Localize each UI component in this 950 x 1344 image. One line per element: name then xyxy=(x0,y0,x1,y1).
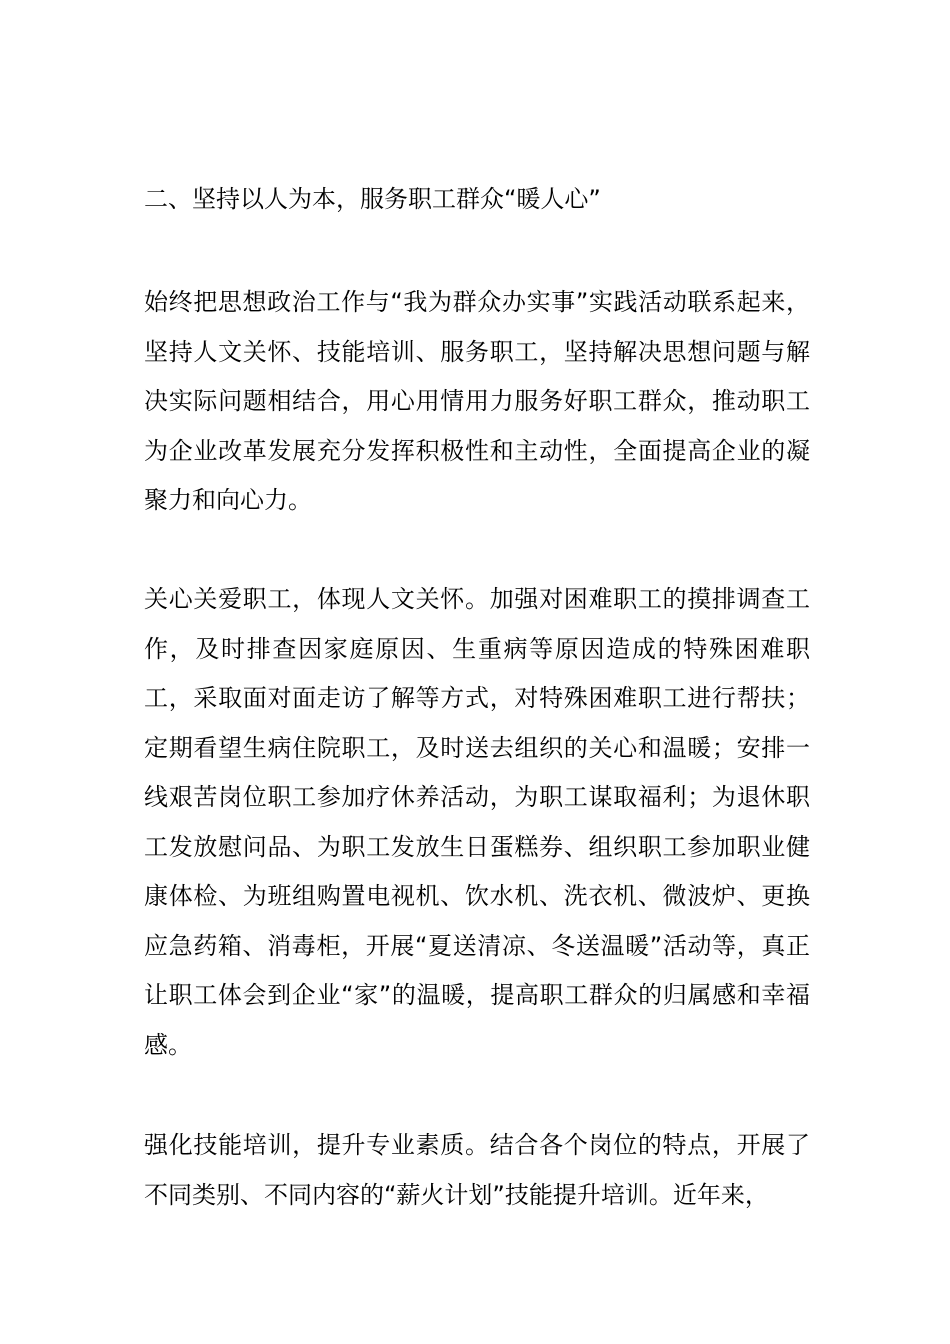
paragraph-intro: 始终把思想政治工作与“我为群众办实事”实践活动联系起来，坚持人文关怀、技能培训、服务职工，坚持解决思想问题与解决实际问题相结合，用心用情用力服务好职工群众，推动职工为企业改革发展充分发挥积极性和主动性，全面提高企业的凝聚力和向心力。 xyxy=(144,288,810,514)
paragraph-skills-training: 强化技能培训，提升专业素质。结合各个岗位的特点，开展了不同类别、不同内容的“薪火计划”技能提升培训。近年来， xyxy=(144,1131,810,1209)
paragraph-care-for-staff: 关心关爱职工，体现人文关怀。加强对困难职工的摸排调查工作，及时排查因家庭原因、生重病等原因造成的特殊困难职工，采取面对面走访了解等方式，对特殊困难职工进行帮扶；定期看望生病住院职工，及时送去组织的关心和温暖；安排一线艰苦岗位职工参加疗休养活动，为职工谋取福利；为退休职工发放慰问品、为职工发放生日蛋糕券、组织职工参加职业健康体检、为班组购置电视机、饮水机、洗衣机、微波炉、更换应急药箱、消毒柜，开展“夏送清凉、冬送温暖”活动等，真正让职工体会到企业“家”的温暖，提高职工群众的归属感和幸福感。 xyxy=(144,585,810,1059)
section-heading: 二、坚持以人为本，服务职工群众“暖人心” xyxy=(144,185,601,213)
